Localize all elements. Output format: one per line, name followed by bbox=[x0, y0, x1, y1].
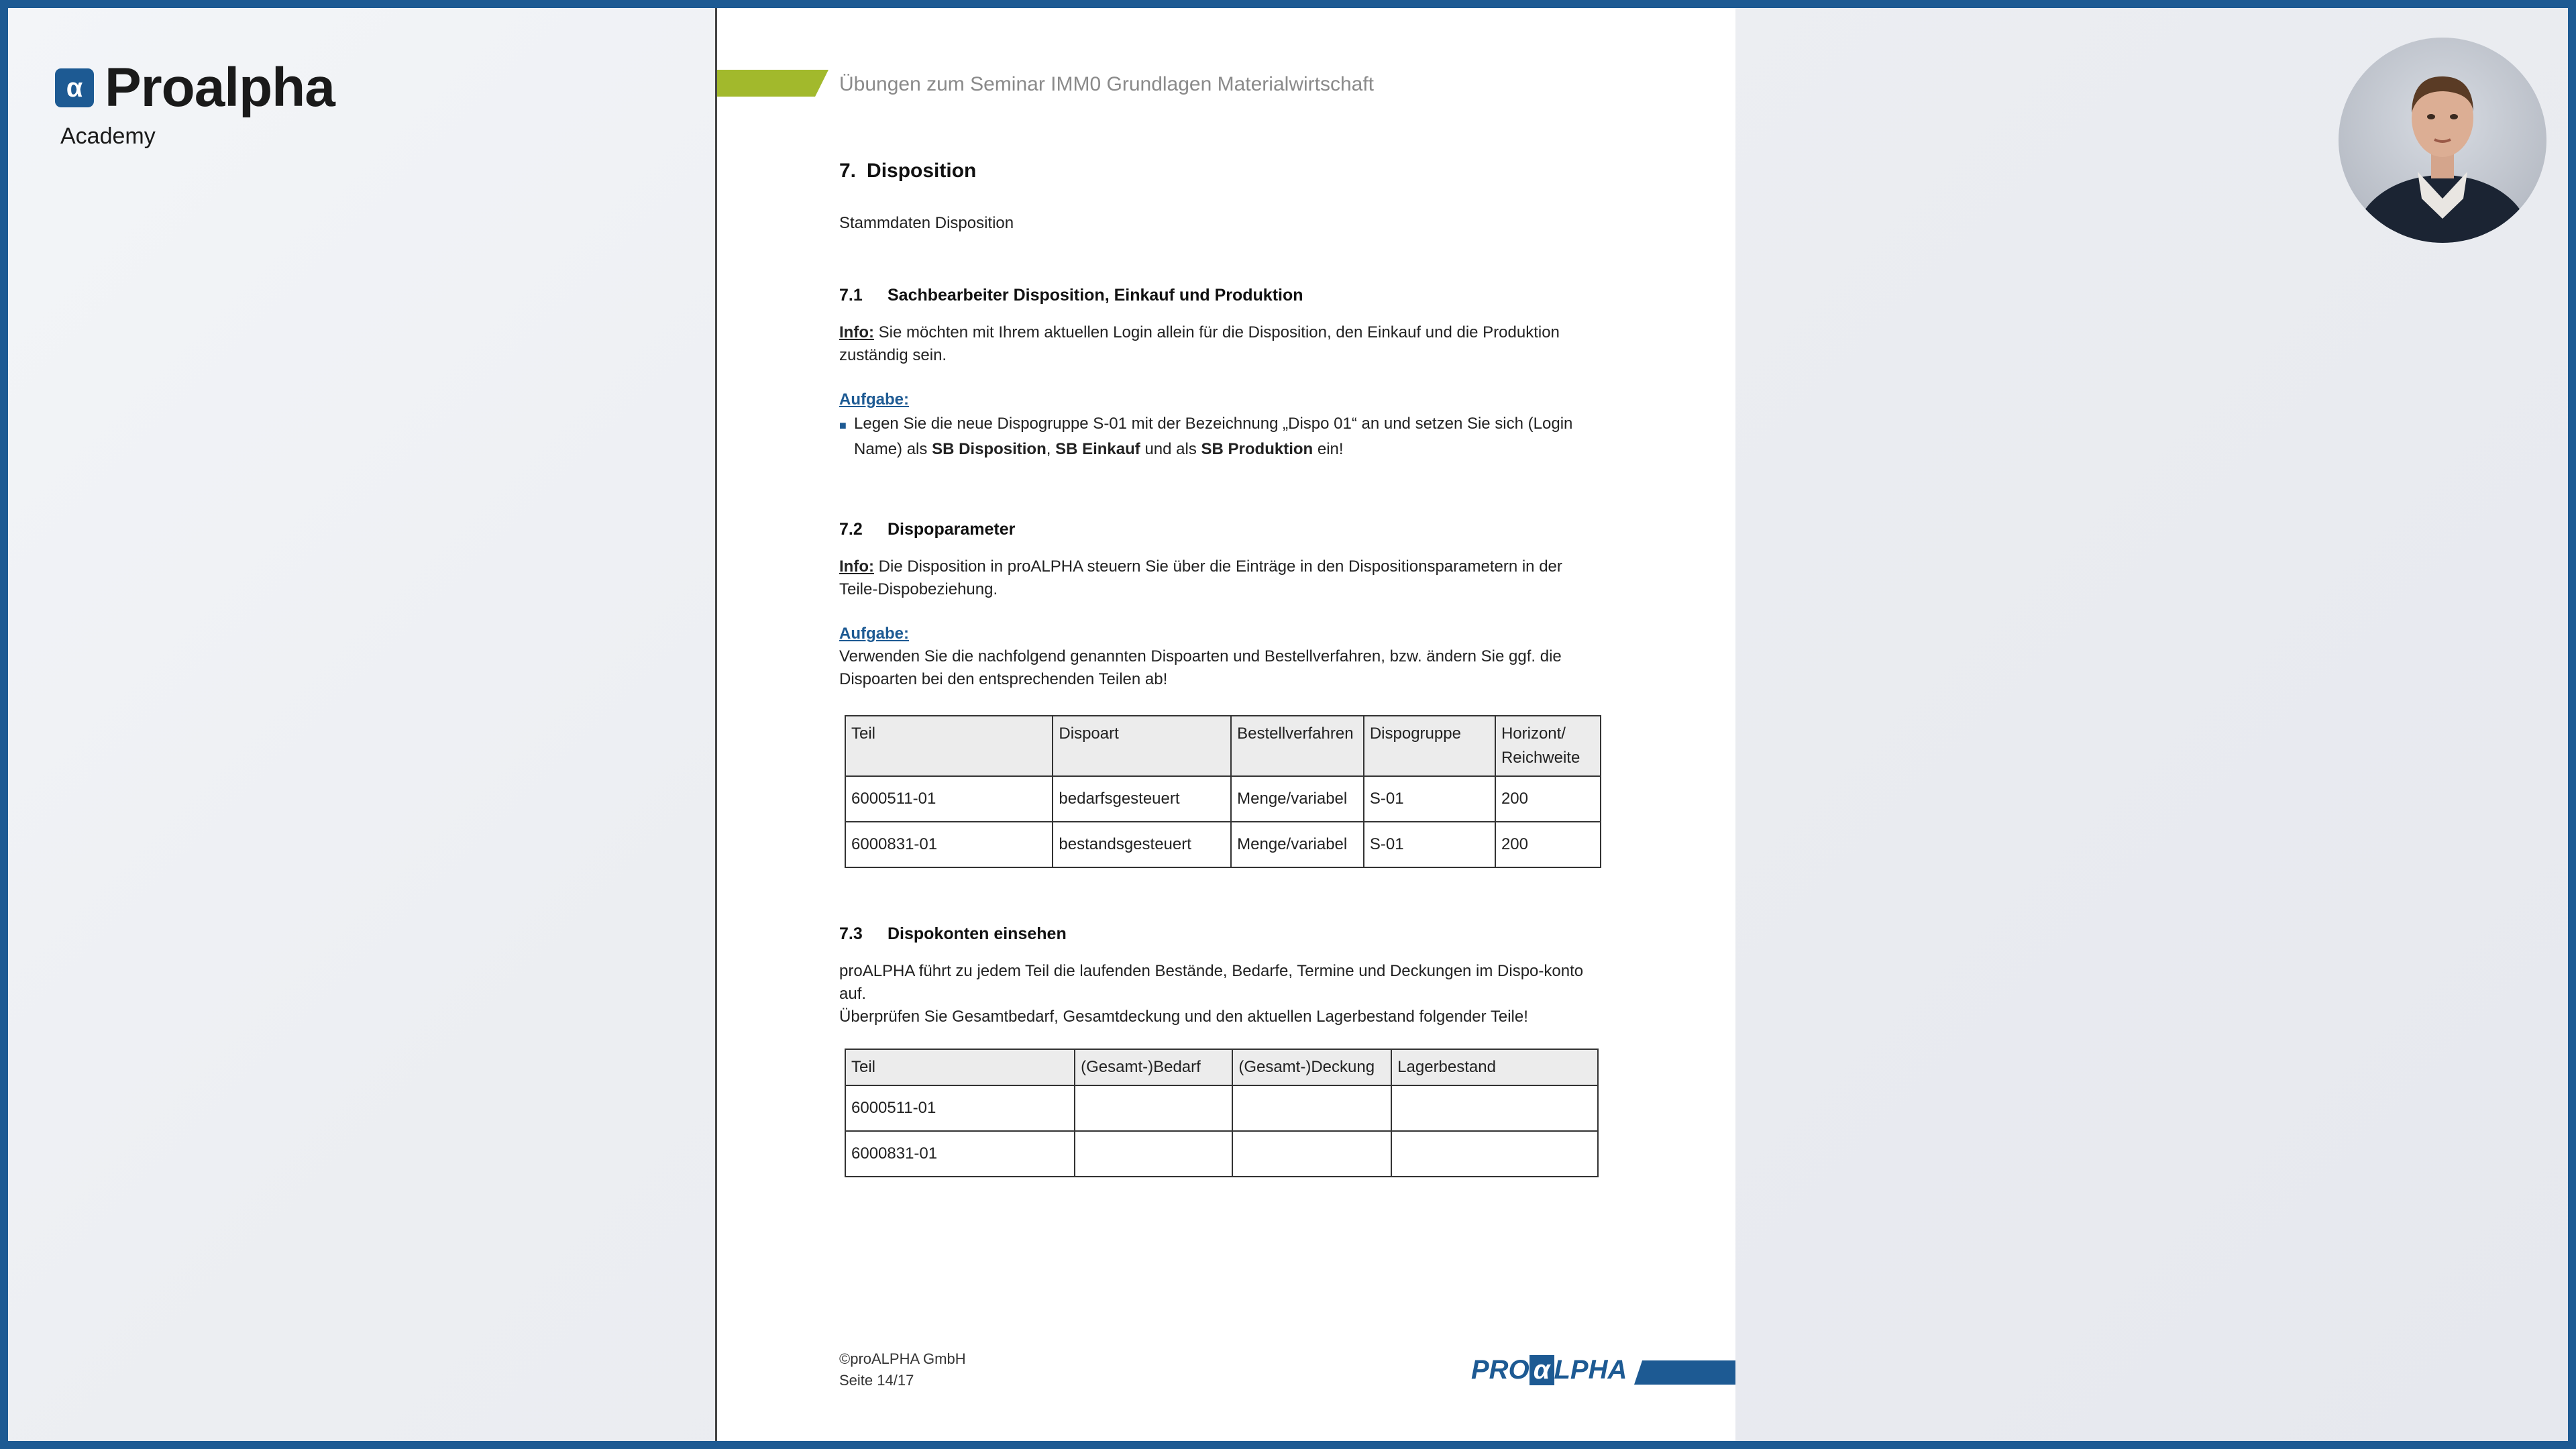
section-7-2-info bbox=[839, 555, 1596, 601]
table-row bbox=[845, 776, 1601, 822]
presenter-avatar-icon bbox=[2339, 38, 2546, 243]
chapter-number: 7. bbox=[839, 160, 857, 182]
section-7-2-task-text: Verwenden Sie die nachfolgend genannten Dispoarten und Bestellverfahren, bzw. ändern Sie ggf. die Dispoarten bei den entsprechenden Teilen ab! bbox=[839, 647, 1562, 688]
table-cell bbox=[1391, 1131, 1598, 1177]
page-number: Seite 14/17 bbox=[839, 1372, 914, 1389]
section-title: Dispoparameter bbox=[888, 520, 1016, 539]
table-header: Dispoart bbox=[1053, 716, 1231, 776]
table-row bbox=[845, 1085, 1598, 1131]
section-number: 7.3 bbox=[839, 924, 863, 943]
table-cell: bestandsgesteuert bbox=[1053, 822, 1231, 867]
section-7-1-info bbox=[839, 321, 1596, 367]
table-cell bbox=[1075, 1085, 1232, 1131]
document-header: Übungen zum Seminar IMM0 Grundlagen Materialwirtschaft bbox=[839, 73, 1375, 95]
table-header: Teil bbox=[845, 716, 1053, 776]
section-title: Sachbearbeiter Disposition, Einkauf und Produktion bbox=[888, 286, 1303, 305]
table-cell: bedarfsgesteuert bbox=[1053, 776, 1231, 822]
task-link[interactable]: Aufgabe: bbox=[839, 625, 909, 643]
table-cell: 200 bbox=[1495, 822, 1601, 867]
section-7-1-task-bullet bbox=[839, 411, 1596, 462]
dispokonten-table bbox=[845, 1049, 1599, 1177]
table-cell bbox=[1232, 1131, 1391, 1177]
table-cell: 6000831-01 bbox=[845, 822, 1053, 867]
bullet-icon: ■ bbox=[839, 419, 847, 432]
section-number: 7.1 bbox=[839, 286, 863, 305]
section-7-2-task-label[interactable] bbox=[839, 623, 1596, 645]
table-header: Dispogruppe bbox=[1364, 716, 1495, 776]
brand-name: Proalpha bbox=[105, 57, 335, 118]
table-header: (Gesamt-)Deckung bbox=[1232, 1049, 1391, 1085]
info-text: Die Disposition in proALPHA steuern Sie über die Einträge in den Dispositionsparametern in der Teile-Dispobeziehung. bbox=[839, 557, 1562, 598]
info-text: Sie möchten mit Ihrem aktuellen Login allein für die Disposition, den Einkauf und die Produktion zuständig sein. bbox=[839, 323, 1560, 364]
info-label: Info: bbox=[839, 323, 874, 341]
footer-accent-bar bbox=[1634, 1360, 1735, 1385]
table-cell: 6000511-01 bbox=[845, 1085, 1075, 1131]
table-cell: 6000831-01 bbox=[845, 1131, 1075, 1177]
section-number: 7.2 bbox=[839, 520, 863, 539]
task-link[interactable]: Aufgabe: bbox=[839, 390, 909, 409]
proalpha-logo-icon: α bbox=[55, 68, 94, 107]
proalpha-footer-logo: PRO α LPHA bbox=[1471, 1355, 1627, 1385]
chapter-heading bbox=[839, 160, 1596, 182]
table-cell: S-01 bbox=[1364, 776, 1495, 822]
presentation-stage bbox=[8, 8, 2568, 1441]
chapter-title: Disposition bbox=[867, 160, 977, 182]
table-header: Bestellverfahren bbox=[1231, 716, 1364, 776]
table-header: Lagerbestand bbox=[1391, 1049, 1598, 1085]
section-title: Dispokonten einsehen bbox=[888, 924, 1067, 943]
table-cell: Menge/variabel bbox=[1231, 776, 1364, 822]
table-header: (Gesamt-)Bedarf bbox=[1075, 1049, 1232, 1085]
table-cell: Menge/variabel bbox=[1231, 822, 1364, 867]
table-cell: S-01 bbox=[1364, 822, 1495, 867]
table-cell bbox=[1232, 1085, 1391, 1131]
section-7-1-task-label[interactable] bbox=[839, 388, 1596, 411]
section-7-2-heading bbox=[839, 520, 1596, 539]
info-label: Info: bbox=[839, 557, 874, 576]
section-7-3-text-1: proALPHA führt zu jedem Teil die laufenden Bestände, Bedarfe, Termine und Deckungen im Dispo-konto auf. bbox=[839, 962, 1584, 1003]
brand-subtitle: Academy bbox=[60, 123, 156, 149]
header-accent-bar bbox=[717, 70, 828, 97]
bullet-text: Legen Sie die neue Dispogruppe S-01 mit der Bezeichnung „Dispo 01“ an und setzen Sie sich (Login Name) als SB Disposition, SB Einkauf und als SB Produktion ein! bbox=[854, 415, 1573, 458]
section-7-3-heading bbox=[839, 924, 1596, 944]
table-cell: 200 bbox=[1495, 776, 1601, 822]
table-row bbox=[845, 822, 1601, 867]
copyright-text: ©proALPHA GmbH bbox=[839, 1350, 966, 1367]
document-footer bbox=[839, 1348, 966, 1391]
table-cell bbox=[1391, 1085, 1598, 1131]
table-cell bbox=[1075, 1131, 1232, 1177]
dispoparameter-table bbox=[845, 715, 1601, 868]
table-row bbox=[845, 1131, 1598, 1177]
proalpha-academy-logo bbox=[55, 56, 335, 150]
document-body bbox=[839, 160, 1596, 1177]
table-header: Horizont/ Reichweite bbox=[1495, 716, 1601, 776]
section-7-3-text-2: Überprüfen Sie Gesamtbedarf, Gesamtdeckung und den aktuellen Lagerbestand folgender Teile! bbox=[839, 1008, 1528, 1026]
table-cell: 6000511-01 bbox=[845, 776, 1053, 822]
chapter-intro: Stammdaten Disposition bbox=[839, 214, 1014, 232]
section-7-1-heading bbox=[839, 286, 1596, 305]
presenter-webcam bbox=[2339, 38, 2546, 243]
table-header: Teil bbox=[845, 1049, 1075, 1085]
document-page bbox=[715, 8, 1735, 1441]
